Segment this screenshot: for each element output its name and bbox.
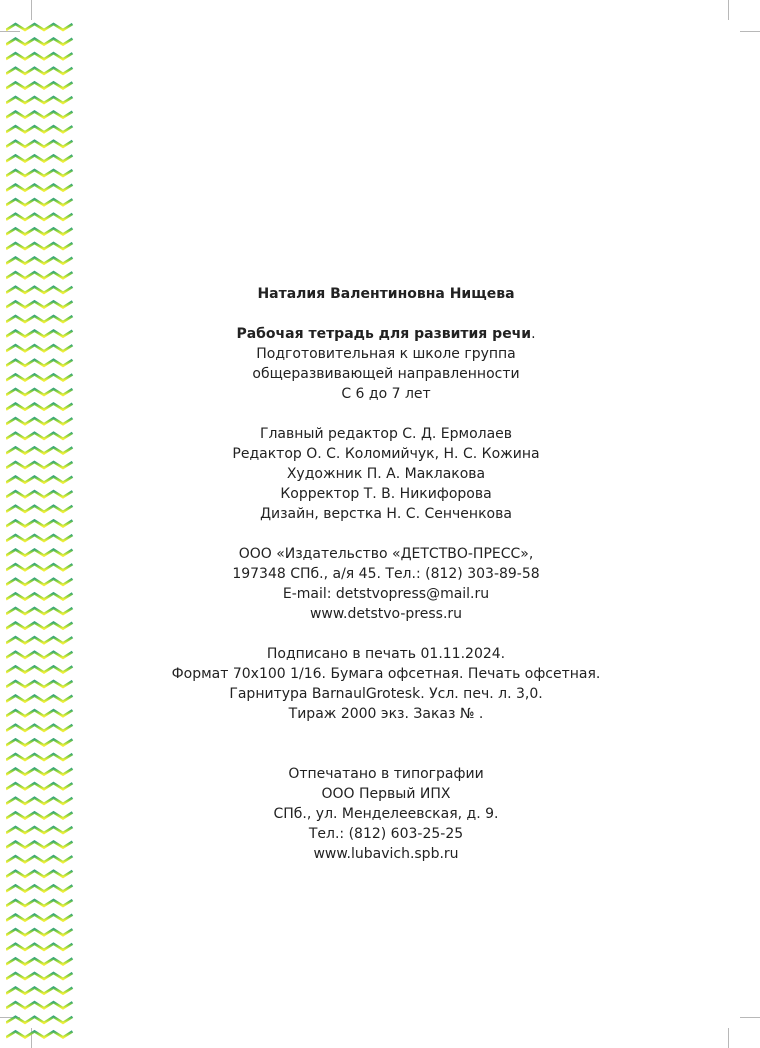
zigzag-line: [6, 141, 73, 147]
credit-designer: Дизайн, верстка Н. С. Сенченкова: [260, 506, 512, 522]
crop-mark-bottom-right-v: [728, 1028, 729, 1048]
zigzag-line: [6, 900, 73, 906]
crop-mark-top-right-v: [728, 0, 729, 20]
zigzag-line: [6, 988, 73, 994]
zigzag-line: [6, 915, 73, 921]
print-typeface: Гарнитура BarnaulGrotesk. Усл. печ. л. 3,0.: [229, 686, 543, 702]
credit-proofreader: Корректор Т. В. Никифорова: [280, 486, 492, 502]
zigzag-line: [6, 199, 73, 205]
printer-website: www.lubavich.spb.ru: [313, 846, 459, 862]
zigzag-line: [6, 228, 73, 234]
zigzag-line: [6, 170, 73, 176]
book-title-line: [0, 324, 760, 344]
printer-phone: Тел.: (812) 603-25-25: [308, 826, 464, 842]
publisher-name: ООО «Издательство «ДЕТСТВО-ПРЕСС»,: [238, 546, 534, 562]
crop-mark-bottom-right-h: [740, 1017, 760, 1018]
credit-editors: Редактор О. С. Коломийчук, Н. С. Кожина: [232, 446, 540, 462]
crop-mark-top-left-v: [31, 0, 32, 20]
zigzag-line: [6, 214, 73, 220]
zigzag-line: [6, 24, 73, 30]
printer-name: ООО Первый ИПХ: [321, 786, 451, 802]
book-title: Рабочая тетрадь для развития речи: [236, 326, 532, 342]
print-signed-date: Подписано в печать 01.11.2024.: [266, 646, 506, 662]
zigzag-line: [6, 272, 73, 278]
book-subtitle-1: Подготовительная к школе группа: [256, 346, 516, 362]
zigzag-line: [6, 185, 73, 191]
book-age-range: С 6 до 7 лет: [341, 386, 431, 402]
zigzag-line: [6, 68, 73, 74]
zigzag-line: [6, 258, 73, 264]
zigzag-line: [6, 885, 73, 891]
zigzag-line: [6, 97, 73, 103]
zigzag-line: [6, 944, 73, 950]
zigzag-line: [6, 1031, 73, 1037]
printer-address: СПб., ул. Менделеевская, д. 9.: [273, 806, 499, 822]
zigzag-line: [6, 1017, 73, 1023]
print-format: Формат 70x100 1/16. Бумага офсетная. Печать офсетная.: [171, 666, 601, 682]
zigzag-line: [6, 1002, 73, 1008]
zigzag-line: [6, 243, 73, 249]
zigzag-line: [6, 958, 73, 964]
publisher-address: 197348 СПб., а/я 45. Тел.: (812) 303-89-58: [232, 566, 540, 582]
print-run: Тираж 2000 экз. Заказ № .: [288, 706, 484, 722]
crop-mark-top-right-h: [740, 31, 760, 32]
zigzag-line: [6, 871, 73, 877]
zigzag-line: [6, 126, 73, 132]
publisher-email: E-mail: detstvopress@mail.ru: [282, 586, 490, 602]
zigzag-line: [6, 929, 73, 935]
publisher-website: www.detstvo-press.ru: [309, 606, 463, 622]
zigzag-line: [6, 82, 73, 88]
zigzag-line: [6, 112, 73, 118]
author-name: Наталия Валентиновна Нищева: [257, 286, 515, 302]
zigzag-line: [6, 155, 73, 161]
zigzag-line: [6, 53, 73, 59]
zigzag-line: [6, 39, 73, 45]
credit-artist: Художник П. А. Маклакова: [286, 466, 486, 482]
book-subtitle-2: общеразвивающей направленности: [252, 366, 520, 382]
printer-label: Отпечатано в типографии: [288, 766, 484, 782]
zigzag-line: [6, 973, 73, 979]
credit-chief-editor: Главный редактор С. Д. Ермолаев: [259, 426, 513, 442]
colophon: [0, 284, 760, 864]
book-title-period: .: [531, 326, 536, 342]
